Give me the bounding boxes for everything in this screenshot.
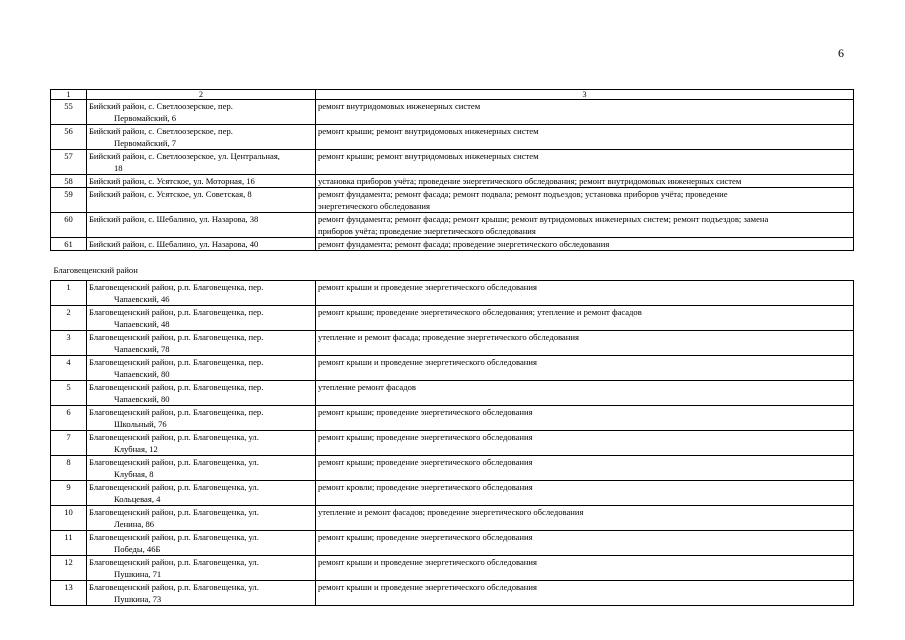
row-number: 55 bbox=[51, 100, 87, 125]
work-cell bbox=[316, 125, 854, 150]
table-row bbox=[51, 125, 854, 150]
work-cell bbox=[316, 531, 854, 556]
address-line: Пушкина, 73 bbox=[114, 594, 162, 604]
work-cell bbox=[316, 238, 854, 251]
work-cell bbox=[316, 331, 854, 356]
table-row bbox=[51, 100, 854, 125]
work-cell bbox=[316, 456, 854, 481]
table-row bbox=[51, 306, 854, 331]
address-line: Победы, 46Б bbox=[114, 544, 161, 554]
address-line: Бийский район, с. Усятское, ул. Советская, 8 bbox=[89, 189, 252, 199]
work-line: утепление и ремонт фасадов; проведение энергетического обследования bbox=[318, 507, 584, 517]
work-line: ремонт крыши; проведение энергетического обследования bbox=[318, 407, 533, 417]
address-cell bbox=[87, 188, 316, 213]
address-line: Бийский район, с. Шебалино, ул. Назарова, 38 bbox=[89, 214, 259, 224]
work-line: ремонт кровли; проведение энергетического обследования bbox=[318, 482, 533, 492]
address-cell bbox=[87, 356, 316, 381]
table-row bbox=[51, 381, 854, 406]
address-line: Бийский район, с. Светлоозерское, пер. bbox=[89, 126, 233, 136]
header-col-3: 3 bbox=[316, 90, 854, 100]
work-line: ремонт крыши и проведение энергетического обследования bbox=[318, 582, 537, 592]
address-line: Чапаевский, 80 bbox=[114, 369, 170, 379]
address-cell bbox=[87, 213, 316, 238]
row-number: 59 bbox=[51, 188, 87, 213]
table-header-row bbox=[51, 90, 854, 100]
work-line: ремонт крыши и проведение энергетического обследования bbox=[318, 282, 537, 292]
address-line: Благовещенский район, р.п. Благовещенка, ул. bbox=[89, 507, 259, 517]
table-row bbox=[51, 431, 854, 456]
table-row bbox=[51, 281, 854, 306]
address-line: Бийский район, с. Светлоозерское, ул. Центральная, bbox=[89, 151, 280, 161]
address-line: Благовещенский район, р.п. Благовещенка, пер. bbox=[89, 282, 264, 292]
row-number: 5 bbox=[51, 381, 87, 406]
work-line: ремонт крыши; проведение энергетического обследования bbox=[318, 532, 533, 542]
work-line: ремонт крыши и проведение энергетического обследования bbox=[318, 357, 537, 367]
work-line: ремонт фундамента; ремонт фасада; проведение энергетического обследования bbox=[318, 239, 610, 249]
address-line: Клубная, 12 bbox=[114, 444, 158, 454]
work-line: утепление и ремонт фасада; проведение энергетического обследования bbox=[318, 332, 579, 342]
address-line: Благовещенский район, р.п. Благовещенка, пер. bbox=[89, 357, 264, 367]
address-line: Бийский район, с. Усятское, ул. Моторная, 16 bbox=[89, 176, 255, 186]
work-line: ремонт крыши; проведение энергетического обследования bbox=[318, 457, 533, 467]
work-line: ремонт крыши; ремонт внутридомовых инженерных систем bbox=[318, 126, 539, 136]
address-line: Благовещенский район, р.п. Благовещенка, ул. bbox=[89, 457, 259, 467]
work-cell bbox=[316, 381, 854, 406]
work-cell bbox=[316, 306, 854, 331]
work-cell bbox=[316, 281, 854, 306]
table-row bbox=[51, 238, 854, 251]
address-cell bbox=[87, 100, 316, 125]
works-table bbox=[50, 89, 854, 606]
address-cell bbox=[87, 456, 316, 481]
row-number: 10 bbox=[51, 506, 87, 531]
address-line: Благовещенский район, р.п. Благовещенка, ул. bbox=[89, 432, 259, 442]
row-number: 61 bbox=[51, 238, 87, 251]
table-row bbox=[51, 456, 854, 481]
row-number: 8 bbox=[51, 456, 87, 481]
work-cell bbox=[316, 213, 854, 238]
address-line: Благовещенский район, р.п. Благовещенка, ул. bbox=[89, 582, 259, 592]
work-cell bbox=[316, 406, 854, 431]
table-row bbox=[51, 188, 854, 213]
address-line: Школьный, 76 bbox=[114, 419, 167, 429]
address-line: Клубная, 8 bbox=[114, 469, 154, 479]
address-line: Первомайский, 7 bbox=[114, 138, 177, 148]
header-col-2: 2 bbox=[87, 90, 316, 100]
work-line: ремонт крыши; проведение энергетического обследования; утепление и ремонт фасадов bbox=[318, 307, 642, 317]
address-cell bbox=[87, 125, 316, 150]
row-number: 6 bbox=[51, 406, 87, 431]
work-line: ремонт крыши и проведение энергетического обследования bbox=[318, 557, 537, 567]
address-cell bbox=[87, 406, 316, 431]
row-number: 12 bbox=[51, 556, 87, 581]
address-line: Пушкина, 71 bbox=[114, 569, 162, 579]
address-line: Благовещенский район, р.п. Благовещенка, пер. bbox=[89, 407, 264, 417]
work-line: ремонт внутридомовых инженерных систем bbox=[318, 101, 481, 111]
address-cell bbox=[87, 581, 316, 606]
address-cell bbox=[87, 481, 316, 506]
table-row bbox=[51, 150, 854, 175]
row-number: 4 bbox=[51, 356, 87, 381]
address-line: Благовещенский район, р.п. Благовещенка, пер. bbox=[89, 382, 264, 392]
address-cell bbox=[87, 431, 316, 456]
address-cell bbox=[87, 306, 316, 331]
work-cell bbox=[316, 150, 854, 175]
table-row bbox=[51, 506, 854, 531]
work-line: ремонт крыши; проведение энергетического обследования bbox=[318, 432, 533, 442]
row-number: 11 bbox=[51, 531, 87, 556]
address-line: Благовещенский район, р.п. Благовещенка, ул. bbox=[89, 532, 259, 542]
work-cell bbox=[316, 175, 854, 188]
address-line: Бийский район, с. Шебалино, ул. Назарова, 40 bbox=[89, 239, 259, 249]
table-row bbox=[51, 556, 854, 581]
table-row bbox=[51, 581, 854, 606]
address-line: Чапаевский, 80 bbox=[114, 394, 170, 404]
work-cell bbox=[316, 431, 854, 456]
work-cell bbox=[316, 481, 854, 506]
address-line: 18 bbox=[114, 163, 123, 173]
section-row bbox=[51, 251, 854, 281]
address-line: Чапаевский, 78 bbox=[114, 344, 170, 354]
work-cell bbox=[316, 356, 854, 381]
work-cell bbox=[316, 556, 854, 581]
address-cell bbox=[87, 506, 316, 531]
row-number: 3 bbox=[51, 331, 87, 356]
address-cell bbox=[87, 531, 316, 556]
row-number: 2 bbox=[51, 306, 87, 331]
table-row bbox=[51, 175, 854, 188]
row-number: 13 bbox=[51, 581, 87, 606]
row-number: 7 bbox=[51, 431, 87, 456]
row-number: 1 bbox=[51, 281, 87, 306]
work-line: ремонт фундамента; ремонт фасада; ремонт крыши; ремонт вутридомовых инженерных систем; ремонт подъездов; замена bbox=[318, 214, 769, 224]
address-line: Благовещенский район, р.п. Благовещенка, ул. bbox=[89, 557, 259, 567]
work-line: ремонт фундамента; ремонт фасада; ремонт подвала; ремонт подъездов; установка приборов учёта; проведение bbox=[318, 189, 728, 199]
address-line: Первомайский, 6 bbox=[114, 113, 177, 123]
table-row bbox=[51, 481, 854, 506]
work-cell bbox=[316, 100, 854, 125]
row-number: 58 bbox=[51, 175, 87, 188]
address-cell bbox=[87, 556, 316, 581]
address-cell bbox=[87, 175, 316, 188]
work-cell bbox=[316, 506, 854, 531]
address-line: Благовещенский район, р.п. Благовещенка, пер. bbox=[89, 332, 264, 342]
row-number: 57 bbox=[51, 150, 87, 175]
row-number: 60 bbox=[51, 213, 87, 238]
work-line: ремонт крыши; ремонт внутридомовых инженерных систем bbox=[318, 151, 539, 161]
address-line: Ленина, 86 bbox=[114, 519, 155, 529]
work-cell bbox=[316, 188, 854, 213]
table-row bbox=[51, 531, 854, 556]
address-cell bbox=[87, 238, 316, 251]
address-line: Кольцевая, 4 bbox=[114, 494, 161, 504]
address-cell bbox=[87, 381, 316, 406]
address-line: Благовещенский район, р.п. Благовещенка, пер. bbox=[89, 307, 264, 317]
address-line: Чапаевский, 46 bbox=[114, 294, 170, 304]
table-row bbox=[51, 356, 854, 381]
section-title: Благовещенский район bbox=[51, 251, 854, 281]
address-cell bbox=[87, 331, 316, 356]
work-line: установка приборов учёта; проведение энергетического обследования; ремонт внутридомовых инженерных систем bbox=[318, 176, 742, 186]
table-row bbox=[51, 213, 854, 238]
address-line: Благовещенский район, р.п. Благовещенка, ул. bbox=[89, 482, 259, 492]
table-row bbox=[51, 331, 854, 356]
address-cell bbox=[87, 281, 316, 306]
work-line: энергетического обследования bbox=[318, 201, 430, 211]
table-row bbox=[51, 406, 854, 431]
address-line: Чапаевский, 48 bbox=[114, 319, 170, 329]
work-cell bbox=[316, 581, 854, 606]
header-col-1: 1 bbox=[51, 90, 87, 100]
work-line: приборов учёта; проведение энергетического обследования bbox=[318, 226, 536, 236]
work-line: утепление ремонт фасадов bbox=[318, 382, 416, 392]
page-number: 6 bbox=[838, 46, 844, 60]
row-number: 9 bbox=[51, 481, 87, 506]
address-line: Бийский район, с. Светлоозерское, пер. bbox=[89, 101, 233, 111]
address-cell bbox=[87, 150, 316, 175]
row-number: 56 bbox=[51, 125, 87, 150]
